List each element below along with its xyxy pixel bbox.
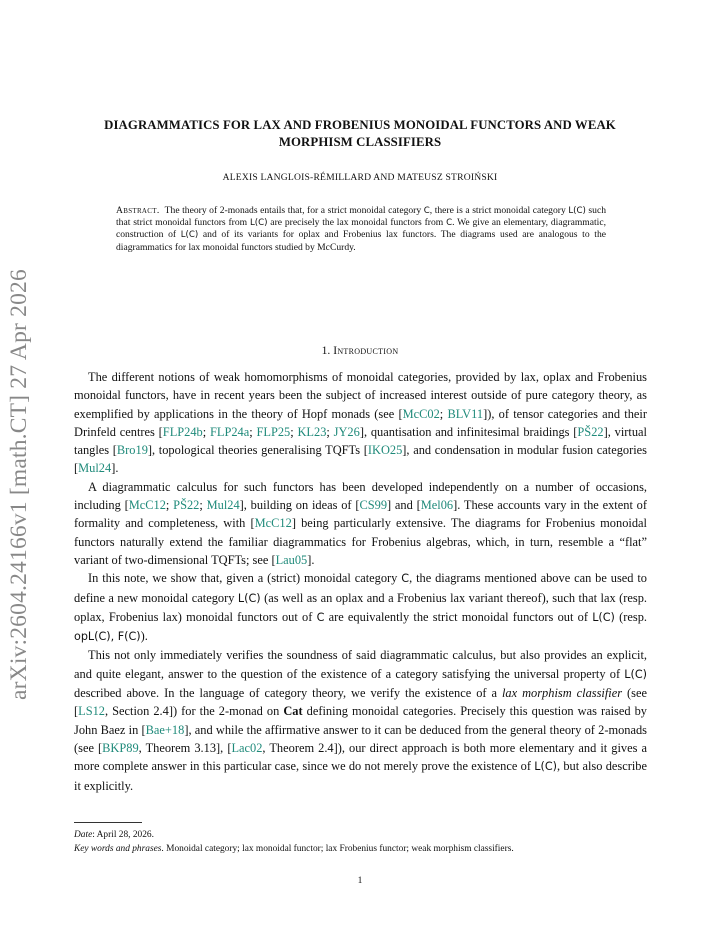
text: ;	[199, 498, 207, 513]
text: , the diagrams mentioned above can be used to define a new monoidal category	[74, 571, 648, 605]
citation-link[interactable]: McC12	[128, 498, 166, 513]
text: ;	[326, 424, 334, 439]
citation-link[interactable]: PŠ22	[577, 424, 604, 439]
citation-link[interactable]: LS12	[78, 704, 105, 719]
keywords-label: Key words and phrases	[74, 844, 162, 854]
text: (resp.	[614, 609, 647, 624]
text: ).	[140, 629, 148, 644]
footnotes	[74, 828, 654, 856]
date-value: : April 28, 2026.	[92, 830, 154, 840]
text: (see [	[74, 686, 647, 719]
abstract-label: Abstract.	[116, 205, 160, 216]
text: , Theorem 3.13], [	[138, 740, 232, 755]
math-symbol: L(C)	[237, 591, 261, 605]
text: , but also describe it explicitly.	[74, 759, 647, 793]
citation-link[interactable]: Lac02	[231, 740, 263, 755]
citation-link[interactable]: McC12	[254, 516, 292, 531]
citation-link[interactable]: BLV11	[447, 406, 484, 421]
text: ].	[307, 552, 315, 567]
math-symbol: L(C)	[249, 218, 268, 229]
text: ]), of tensor categories and their Drinfeld centres [	[74, 406, 648, 439]
paragraph-1	[74, 368, 647, 478]
keywords-value: . Monoidal category; lax monoidal functor; lax Frobenius functor; weak morphism classifiers.	[161, 844, 514, 854]
abstract-text: and of its variants for oplax and Frobenius lax functors. The diagrams used are analogous to the diagrammatics for lax monoidal functors studied by McCurdy.	[116, 229, 606, 253]
footnote-rule	[74, 822, 142, 823]
citation-link[interactable]: BKP89	[102, 740, 139, 755]
citation-link[interactable]: Bro19	[116, 443, 148, 458]
citation-link[interactable]: FLP25	[256, 424, 291, 439]
text: ], virtual tangles [	[74, 424, 647, 458]
math-symbol: C	[316, 610, 325, 624]
paragraph-2	[74, 478, 647, 569]
text: The different notions of weak homomorphisms of monoidal categories, provided by lax, oplax and Frobenius monoidal functors, have in recent years been the subject of increased interest outside of pure category theory, as exemplified by applications in the theory of Hopf monads (see [	[74, 370, 647, 421]
text: defining monoidal categories. Precisely this question was raised by John Baez in [	[74, 704, 647, 737]
text: ] and [	[387, 498, 421, 513]
math-symbol: C	[446, 218, 453, 229]
text: ], building on ideas of [	[239, 498, 360, 513]
section-heading	[70, 344, 650, 357]
abstract-text: such that strict monoidal functors from	[116, 205, 607, 229]
date-label: Date	[74, 830, 93, 840]
text: ], and while the affirmative answer to it can be deduced from the general theory of 2-monads (see [	[74, 722, 647, 755]
abstract-text: . We give an elementary, diagrammatic, construction of	[116, 217, 606, 241]
citation-link[interactable]: Lau05	[275, 552, 308, 567]
text: ;	[290, 424, 298, 439]
citation-link[interactable]: JY26	[333, 424, 360, 439]
citation-link[interactable]: McC02	[402, 406, 440, 421]
title-line-2: MORPHISM CLASSIFIERS	[278, 135, 442, 149]
math-symbol: L(C)	[180, 230, 199, 241]
text: ].	[111, 461, 119, 476]
abstract-text: are precisely the lax monoidal functors from	[267, 217, 447, 229]
emphasized-term: lax morphism classifier	[501, 686, 623, 701]
abstract	[116, 205, 606, 254]
bold-term: Cat	[283, 704, 303, 719]
text: described above. In the language of category theory, we verify the existence of a	[74, 686, 502, 701]
citation-link[interactable]: PŠ22	[173, 498, 200, 513]
text: , Theorem 2.4]), our direct approach is both more elementary and it gives a more complete answer in this particular case, since we do not merely prove the existence of	[74, 740, 647, 774]
text: are equivalently the strict monoidal functors out of	[324, 609, 593, 624]
text: (as well as an oplax and a Frobenius lax variant thereof), such that lax (resp. oplax, Frobenius lax) monoidal functors out of	[74, 590, 648, 624]
citation-link[interactable]: Mul24	[78, 461, 112, 476]
section-number: 1.	[321, 344, 331, 357]
date-footnote	[74, 828, 654, 842]
citation-link[interactable]: Mel06	[420, 498, 454, 513]
citation-link[interactable]: KL23	[297, 424, 327, 439]
citation-link[interactable]: FLP24a	[209, 424, 250, 439]
citation-link[interactable]: FLP24b	[162, 424, 203, 439]
text: ], quantisation and infinitesimal braidings [	[359, 424, 578, 439]
paper-title	[70, 117, 650, 151]
citation-link[interactable]: Bae+18	[145, 722, 185, 737]
math-symbol: L(C)	[592, 610, 615, 624]
citation-link[interactable]: CS99	[359, 498, 388, 513]
math-symbol: C	[423, 206, 430, 216]
arxiv-identifier-stamp: arXiv:2604.24166v1 [math.CT] 27 Apr 2026	[6, 269, 32, 700]
text: ;	[439, 406, 448, 421]
title-line-1: DIAGRAMMATICS FOR LAX AND FROBENIUS MONOIDAL FUNCTORS AND WEAK	[104, 118, 616, 132]
citation-link[interactable]: Mul24	[206, 498, 240, 513]
text: ]. These accounts vary in the extent of formality and completeness, with [	[74, 498, 647, 531]
citation-link[interactable]: IKO25	[367, 443, 403, 458]
text: , Section 2.4]) for the 2-monad on	[105, 704, 284, 719]
authors: ALEXIS LANGLOIS-RÉMILLARD AND MATEUSZ STROIŃSKI	[222, 172, 498, 183]
text: In this note, we show that, given a (strict) monoidal category	[88, 571, 402, 586]
paragraph-3	[74, 569, 647, 646]
page-number: 1	[357, 876, 363, 886]
math-symbol: L(C)	[624, 667, 647, 681]
text: ] being particularly extensive. The diagrams for Frobenius monoidal functors naturally extend the familiar diagrammatics for Frobenius algebras, which, in turn, resemble a “flat” variant of two-dimensional TQFTs; see [	[74, 516, 647, 567]
math-symbol: opL(C), F(C)	[74, 630, 141, 644]
introduction-body	[74, 368, 647, 795]
section-title: Introduction	[333, 344, 399, 357]
abstract-text: The theory of 2-monads entails that, for a strict monoidal category	[164, 205, 424, 216]
text: A diagrammatic calculus for such functors has been developed independently on a number of occasions, including [	[74, 479, 647, 513]
text: This not only immediately verifies the soundness of said diagrammatic calculus, but also provides an explicit, and quite elegant, answer to the question of the existence of a category satisfying the universal property of	[74, 648, 647, 681]
text: ;	[165, 498, 174, 513]
text: ], topological theories generalising TQFTs [	[147, 443, 368, 458]
math-symbol: C	[401, 572, 410, 586]
paragraph-4	[74, 646, 647, 794]
math-symbol: L(C)	[568, 206, 586, 216]
math-symbol: L(C)	[534, 760, 557, 774]
abstract-text: , there is a strict monoidal category	[429, 205, 569, 216]
text: ;	[202, 424, 210, 439]
text: ], and condensation in modular fusion categories [	[74, 443, 647, 476]
text: ;	[249, 424, 257, 439]
keywords-footnote	[74, 842, 654, 856]
